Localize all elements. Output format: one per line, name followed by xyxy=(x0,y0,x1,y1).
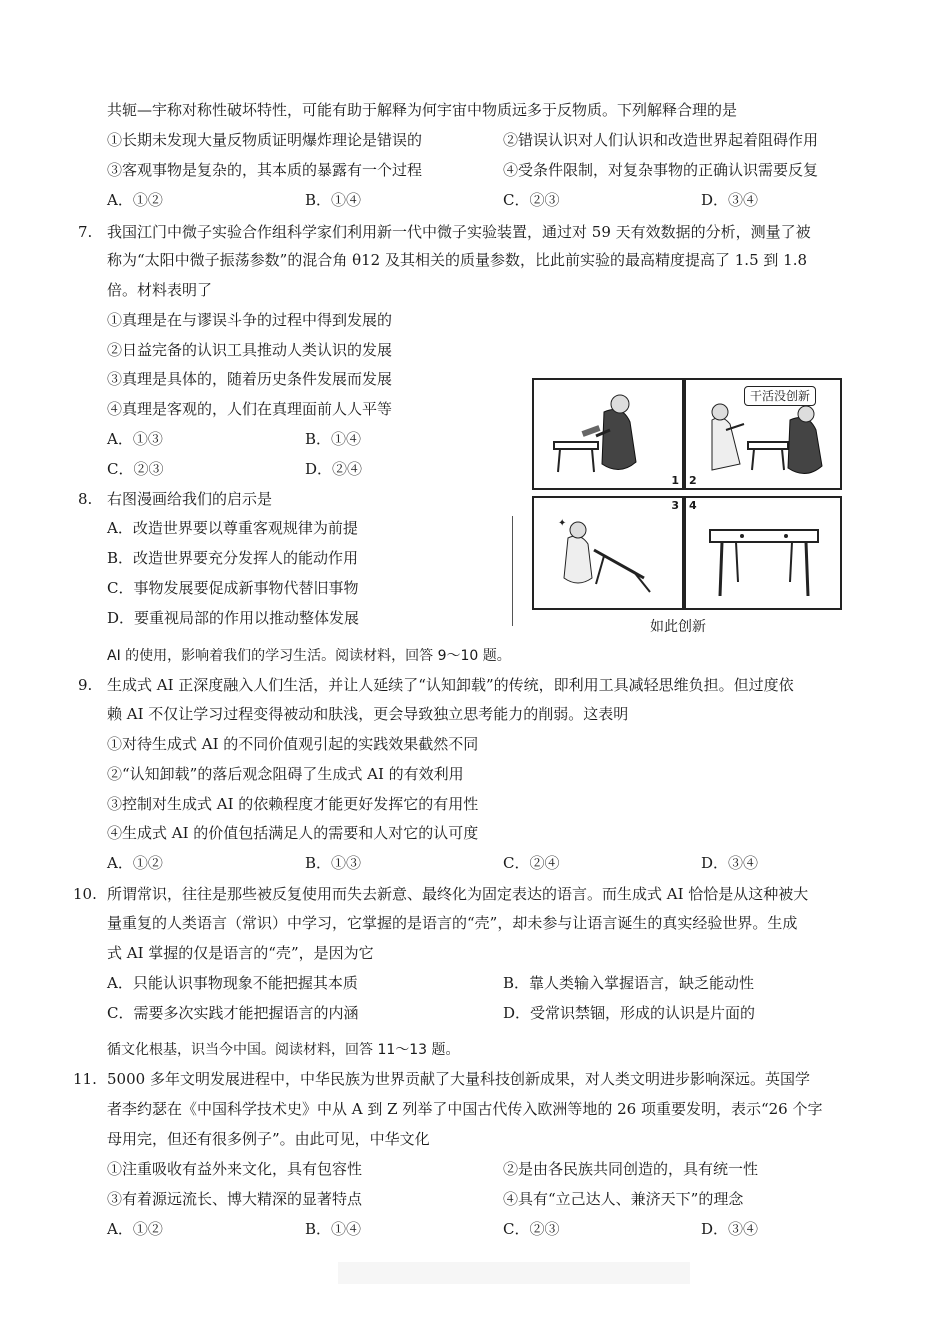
q7-option-b: B．①④ xyxy=(305,430,362,448)
q11-number: 11. xyxy=(73,1070,97,1088)
q9-statement-4: ④生成式 AI 的价值包括满足人的需要和人对它的认可度 xyxy=(107,824,479,842)
q9-number: 9. xyxy=(78,676,93,694)
q11-statement-4: ④具有“立己达人、兼济天下”的理念 xyxy=(503,1190,744,1208)
q10-option-d: D．受常识禁锢，形成的认识是片面的 xyxy=(503,1004,756,1022)
q11-statement-1: ①注重吸收有益外来文化，具有包容性 xyxy=(107,1160,363,1178)
q11-stem-line-2: 者李约瑟在《中国科学技术史》中从 A 到 Z 列举了中国古代传入欧洲等地的 26 项重要发明，表示“26 个字 xyxy=(107,1100,823,1118)
section-intro-9-10: AI 的使用，影响着我们的学习生活。阅读材料，回答 9～10 题。 xyxy=(107,648,511,664)
comic-figure xyxy=(510,376,842,638)
q8-stem: 右图漫画给我们的启示是 xyxy=(107,490,273,508)
q11-option-d: D．③④ xyxy=(701,1220,759,1238)
q9-statement-3: ③控制对生成式 AI 的依赖程度才能更好发挥它的有用性 xyxy=(107,795,479,813)
q10-option-c: C．需要多次实践才能把握语言的内涵 xyxy=(107,1004,359,1022)
q11-stem-line-3: 母用完，但还有很多例子”。由此可见，中华文化 xyxy=(107,1130,430,1148)
comic-panel-number: 3 xyxy=(671,499,679,512)
page-footer-smudge xyxy=(338,1262,690,1284)
comic-panel-3 xyxy=(532,496,684,610)
q6-option-a: A．①② xyxy=(107,191,163,209)
comic-panel-1 xyxy=(532,378,684,490)
q9-option-b: B．①③ xyxy=(305,854,362,872)
q6-option-b: B．①④ xyxy=(305,191,362,209)
q7-statement-3: ③真理是具体的，随着历史条件发展而发展 xyxy=(107,370,393,388)
q7-statement-2: ②日益完备的认识工具推动人类认识的发展 xyxy=(107,341,393,359)
comic-panel-2 xyxy=(684,378,842,490)
q6-option-c: C．②③ xyxy=(503,191,560,209)
q8-option-b: B．改造世界要充分发挥人的能动作用 xyxy=(107,549,359,567)
q7-statement-4: ④真理是客观的，人们在真理面前人人平等 xyxy=(107,400,393,418)
q9-stem-line-2: 赖 AI 不仅让学习过程变得被动和肤浅，更会导致独立思考能力的削弱。这表明 xyxy=(107,705,629,723)
q10-stem-line-3: 式 AI 掌握的仅是语言的“壳”，是因为它 xyxy=(107,944,374,962)
q10-option-a: A．只能认识事物现象不能把握其本质 xyxy=(107,974,358,992)
q9-option-d: D．③④ xyxy=(701,854,759,872)
q11-option-c: C．②③ xyxy=(503,1220,560,1238)
comic-panel-4 xyxy=(684,496,842,610)
q6-statement-4: ④受条件限制，对复杂事物的正确认识需要反复 xyxy=(503,161,819,179)
q7-option-a: A．①③ xyxy=(107,430,163,448)
q11-option-b: B．①④ xyxy=(305,1220,362,1238)
q8-number: 8. xyxy=(78,490,93,508)
q8-option-d: D．要重视局部的作用以推动整体发展 xyxy=(107,609,360,627)
svg-text:✦: ✦ xyxy=(558,518,567,529)
q6-statement-1: ①长期未发现大量反物质证明爆炸理论是错误的 xyxy=(107,131,423,149)
q6-statement-3: ③客观事物是复杂的，其本质的暴露有一个过程 xyxy=(107,161,423,179)
divider-line xyxy=(512,516,513,626)
carpenter-flipping-bench-illustration xyxy=(534,498,682,608)
speech-bubble: 干活没创新 xyxy=(744,386,816,406)
q11-statement-2: ②是由各民族共同创造的，具有统一性 xyxy=(503,1160,759,1178)
q9-stem-line-1: 生成式 AI 正深度融入人们生活，并让人延续了“认知卸载”的传统，即利用工具减轻思维负担。但过度依 xyxy=(107,676,794,694)
q10-stem-line-1: 所谓常识，往往是那些被反复使用而失去新意、最终化为固定表达的语言。而生成式 AI 恰恰是从这种被大 xyxy=(107,885,809,903)
q9-option-a: A．①② xyxy=(107,854,163,872)
q7-stem-line-3: 倍。材料表明了 xyxy=(107,281,213,299)
q7-option-c: C．②③ xyxy=(107,460,164,478)
q7-option-d: D．②④ xyxy=(305,460,363,478)
q11-statement-3: ③有着源远流长、博大精深的显著特点 xyxy=(107,1190,363,1208)
q11-option-a: A．①② xyxy=(107,1220,163,1238)
q7-number: 7. xyxy=(78,223,93,241)
q10-stem-line-2: 量重复的人类语言（常识）中学习，它掌握的是语言的“壳”，却未参与让语言诞生的真实经验世界。生成 xyxy=(107,914,798,932)
q9-statement-1: ①对待生成式 AI 的不同价值观引起的实践效果截然不同 xyxy=(107,735,479,753)
carpenter-sawing-illustration xyxy=(534,380,682,488)
q8-option-c: C．事物发展要促成新事物代替旧事物 xyxy=(107,579,359,597)
q6-stem-tail: 共轭—宇称对称性破坏特性，可能有助于解释为何宇宙中物质远多于反物质。下列解释合理的是 xyxy=(107,101,738,119)
flipped-bench-illustration xyxy=(686,498,840,608)
q6-option-d: D．③④ xyxy=(701,191,759,209)
q7-statement-1: ①真理是在与谬误斗争的过程中得到发展的 xyxy=(107,311,393,329)
q10-option-b: B．靠人类输入掌握语言，缺乏能动性 xyxy=(503,974,755,992)
q9-statement-2: ②“认知卸载”的落后观念阻碍了生成式 AI 的有效利用 xyxy=(107,765,464,783)
q7-stem-line-1: 我国江门中微子实验合作组科学家们利用新一代中微子实验装置，通过对 59 天有效数据的分析，测量了被 xyxy=(107,223,811,241)
q7-stem-line-2: 称为“太阳中微子振荡参数”的混合角 θ12 及其相关的质量参数，比此前实验的最高精度提高了 1.5 到 1.8 xyxy=(107,251,808,269)
comic-caption: 如此创新 xyxy=(650,619,706,635)
comic-panel-number: 1 xyxy=(671,474,679,487)
q11-stem-line-1: 5000 多年文明发展进程中，中华民族为世界贡献了大量科技创新成果，对人类文明进步影响深远。英国学 xyxy=(107,1070,810,1088)
q9-option-c: C．②④ xyxy=(503,854,560,872)
comic-panel-number: 2 xyxy=(689,474,697,487)
q8-option-a: A．改造世界要以尊重客观规律为前提 xyxy=(107,519,358,537)
comic-panel-number: 4 xyxy=(689,499,697,512)
q6-statement-2: ②错误认识对人们认识和改造世界起着阻碍作用 xyxy=(503,131,819,149)
section-intro-11-13: 循文化根基，识当今中国。阅读材料，回答 11～13 题。 xyxy=(107,1042,460,1058)
q10-number: 10. xyxy=(73,885,97,903)
